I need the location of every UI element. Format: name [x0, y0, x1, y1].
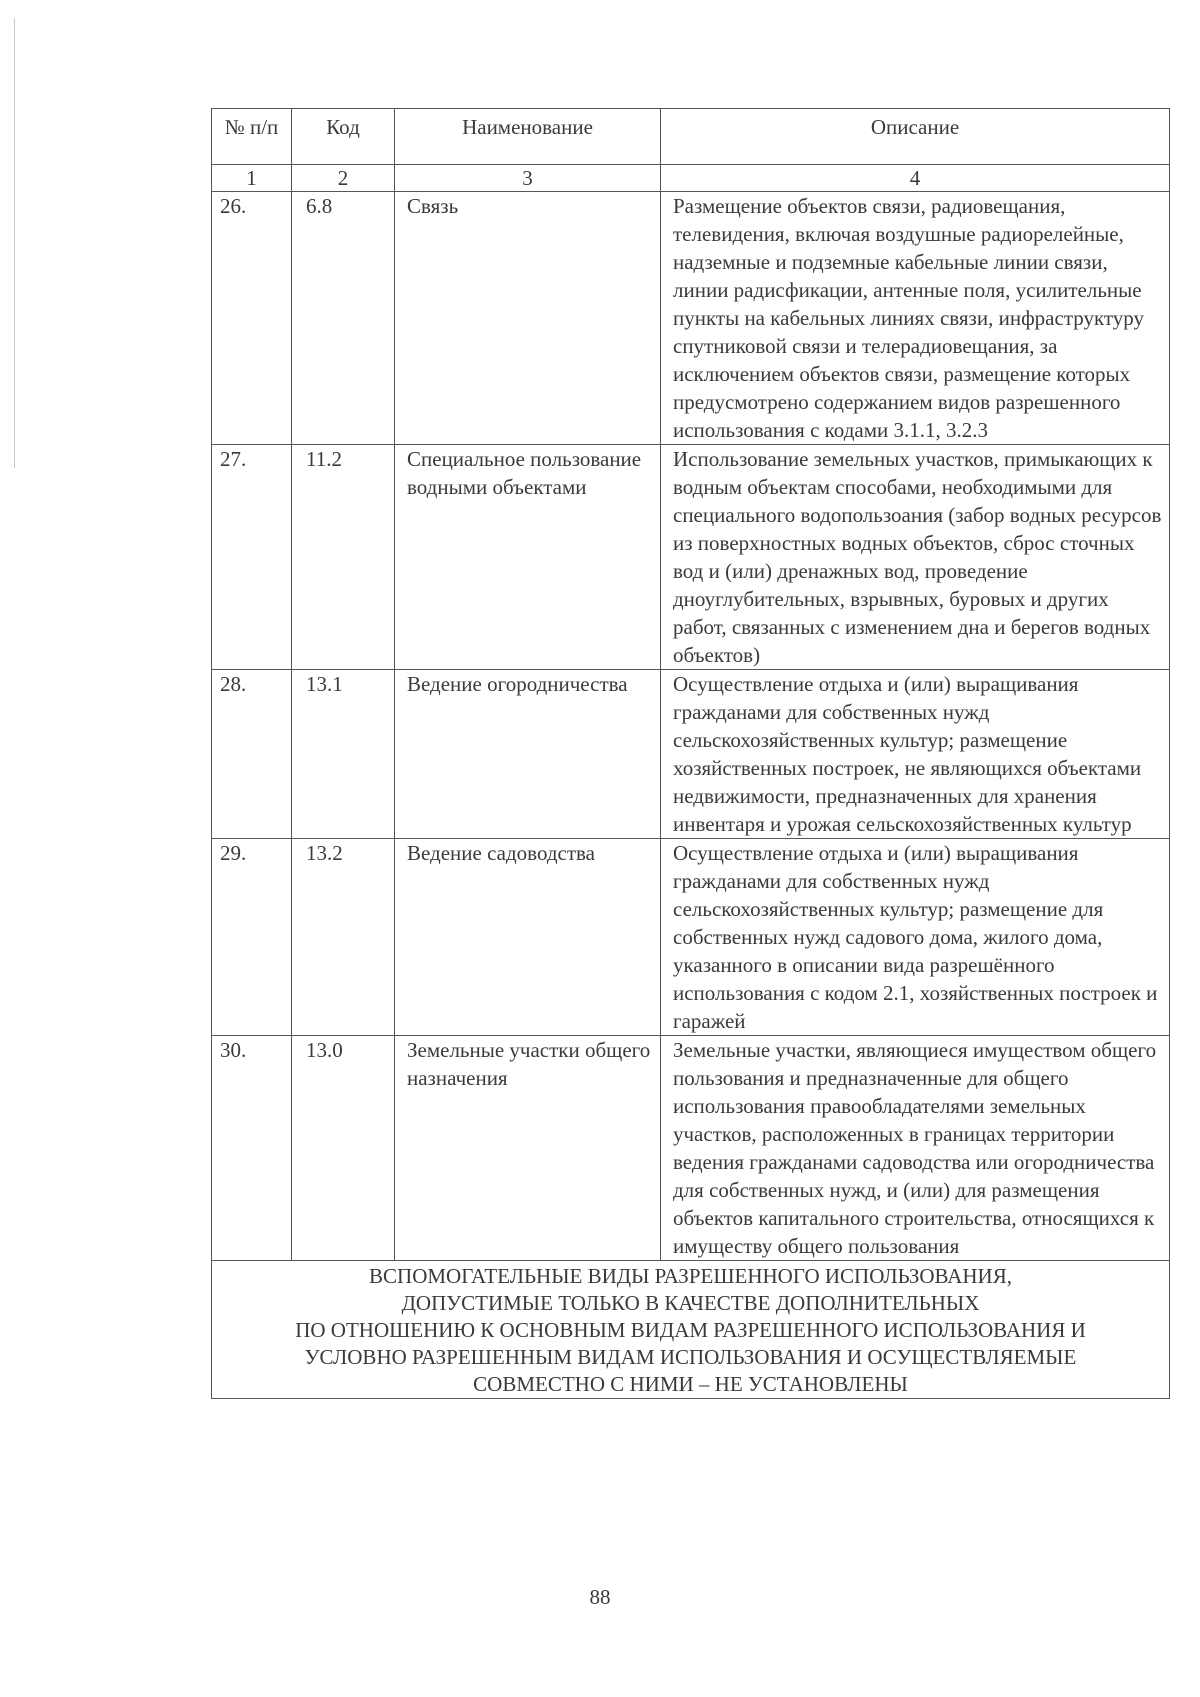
row-description: Осуществление отдыха и (или) выращивания гражданами для собственных нужд сельскохозяйственных культур; размещение для собственных нужд садового дома, жилого дома, указанного в описании вида разрешённого использования с кодом 2.1, хозяйственных построек и гаражей — [661, 839, 1170, 1036]
header-code: Код — [292, 109, 395, 165]
page-number: 88 — [589, 1585, 611, 1609]
row-code: 6.8 — [292, 192, 395, 445]
notice-line: ВСПОМОГАТЕЛЬНЫЕ ВИДЫ РАЗРЕШЕННОГО ИСПОЛЬЗОВАНИЯ, — [369, 1264, 1012, 1288]
row-number: 29. — [212, 839, 292, 1036]
column-number: 2 — [292, 165, 395, 192]
row-name: Ведение садоводства — [395, 839, 661, 1036]
row-description: Осуществление отдыха и (или) выращивания гражданами для собственных нужд сельскохозяйственных культур; размещение хозяйственных построек, не являющихся объектами недвижимости, предназначенных для хранения инвентаря и урожая сельскохозяйственных культур — [661, 670, 1170, 839]
column-number: 4 — [661, 165, 1170, 192]
header-name: Наименование — [395, 109, 661, 165]
row-code: 13.1 — [292, 670, 395, 839]
header-num: № п/п — [212, 109, 292, 165]
notice-line: ПО ОТНОШЕНИЮ К ОСНОВНЫМ ВИДАМ РАЗРЕШЕННОГО ИСПОЛЬЗОВАНИЯ И — [295, 1318, 1086, 1342]
table-row — [212, 670, 1170, 839]
table-row — [212, 1036, 1170, 1261]
row-description: Земельные участки, являющиеся имуществом общего пользования и предназначенные для общего использования правообладателями земельных участков, расположенных в границах территории ведения гражданами садоводства или огородничества для собственных нужд, и (или) для размещения объектов капитального строительства, относящихся к имуществу общего пользования — [661, 1036, 1170, 1261]
land-use-table — [211, 108, 1170, 1399]
notice-line: УСЛОВНО РАЗРЕШЕННЫМ ВИДАМ ИСПОЛЬЗОВАНИЯ И ОСУЩЕСТВЛЯЕМЫЕ — [304, 1345, 1077, 1369]
row-description: Размещение объектов связи, радиовещания, телевидения, включая воздушные радиорелейные, надземные и подземные кабельные линии связи, линии радисфикации, антенные поля, усилительные пункты на кабельных линиях связи, инфраструктуру спутниковой связи и телерадиовещания, за исключением объектов связи, размещение которых предусмотрено содержанием видов разрешенного использования с кодами 3.1.1, 3.2.3 — [661, 192, 1170, 445]
column-number: 1 — [212, 165, 292, 192]
row-name: Специальное пользование водными объектами — [395, 445, 661, 670]
row-name: Ведение огородничества — [395, 670, 661, 839]
row-number: 26. — [212, 192, 292, 445]
notice-line: СОВМЕСТНО С НИМИ – НЕ УСТАНОВЛЕНЫ — [473, 1372, 908, 1396]
auxiliary-uses-notice — [212, 1261, 1170, 1399]
scan-edge-mark — [14, 18, 15, 468]
table-row — [212, 445, 1170, 670]
column-number-row — [212, 165, 1170, 192]
row-name: Связь — [395, 192, 661, 445]
row-code: 13.0 — [292, 1036, 395, 1261]
row-name: Земельные участки общего назначения — [395, 1036, 661, 1261]
row-description: Использование земельных участков, примыкающих к водным объектам способами, необходимыми для специального водопользоания (забор водных ресурсов из поверхностных водных объектов, сброс сточных вод и (или) дренажных вод, проведение дноуглубительных, взрывных, буровых и других работ, связанных с изменением дна и берегов водных объектов) — [661, 445, 1170, 670]
row-code: 11.2 — [292, 445, 395, 670]
notice-line: ДОПУСТИМЫЕ ТОЛЬКО В КАЧЕСТВЕ ДОПОЛНИТЕЛЬНЫХ — [401, 1291, 980, 1315]
row-code: 13.2 — [292, 839, 395, 1036]
column-number: 3 — [395, 165, 661, 192]
header-description: Описание — [661, 109, 1170, 165]
notice-row — [212, 1261, 1170, 1399]
row-number: 28. — [212, 670, 292, 839]
row-number: 30. — [212, 1036, 292, 1261]
row-number: 27. — [212, 445, 292, 670]
table-row — [212, 839, 1170, 1036]
table-row — [212, 192, 1170, 445]
table-header-row — [212, 109, 1170, 165]
